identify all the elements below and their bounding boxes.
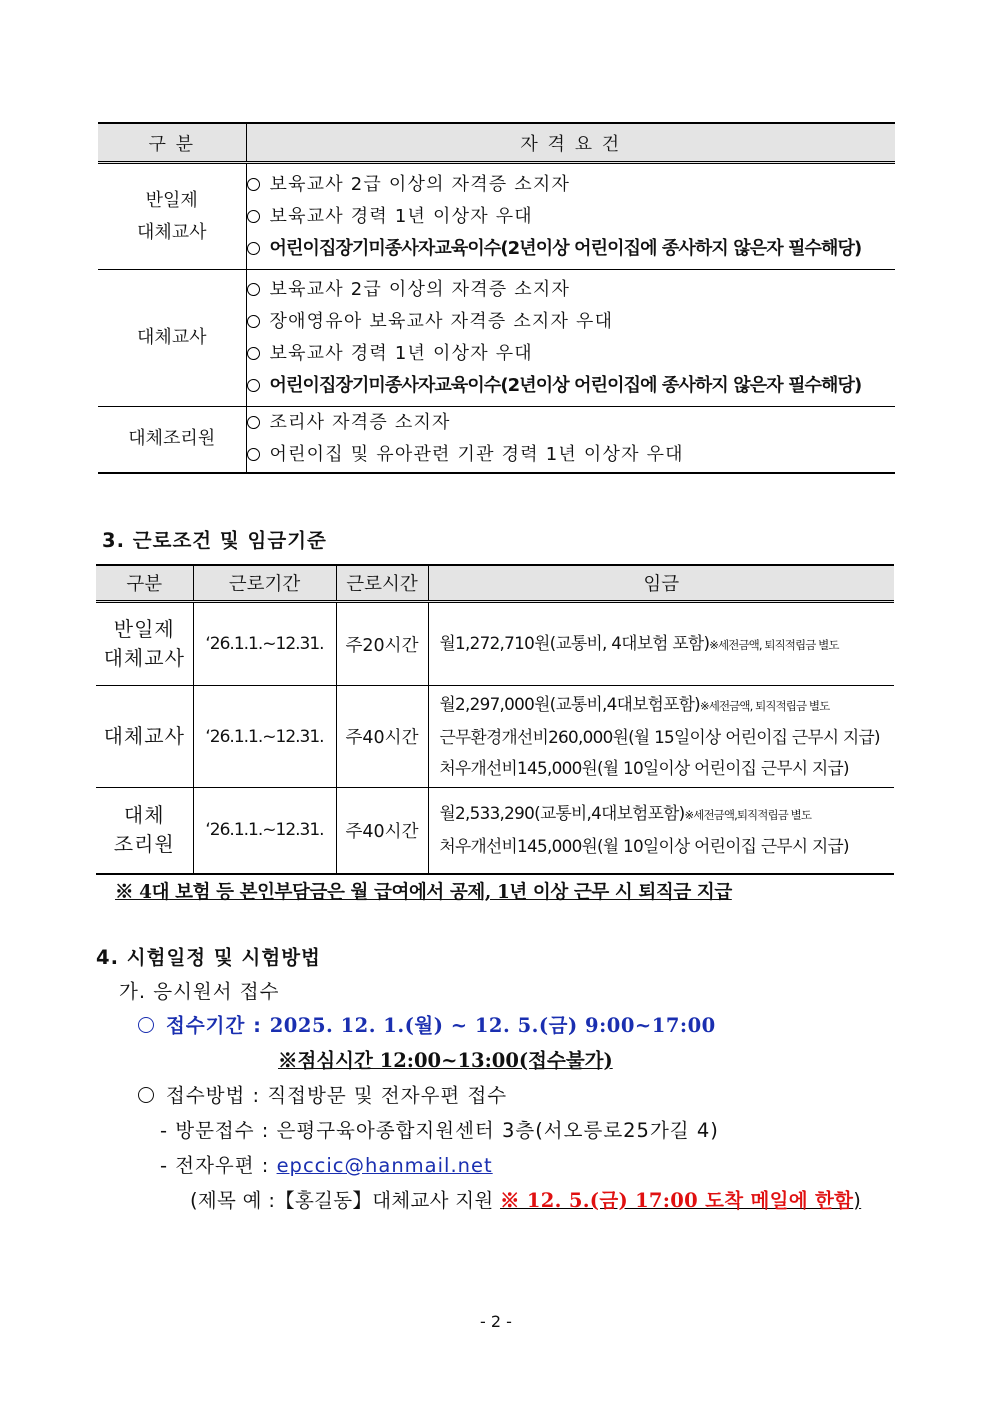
header-requirements: 자 격 요 건	[246, 123, 895, 163]
circle-bullet-icon	[247, 379, 260, 392]
requirement-item: 보육교사 경력 1년 이상자 우대	[247, 201, 896, 233]
lunch-time-note: ※점심시간 12:00~13:00(접수불가)	[278, 1049, 613, 1072]
requirement-list	[246, 407, 895, 473]
row-period: ‘26.1.1.~12.31.	[193, 788, 336, 874]
table-row	[98, 163, 895, 270]
requirement-item: 장애영유아 보육교사 자격증 소지자 우대	[247, 306, 896, 338]
table-row	[98, 407, 895, 473]
row-category: 대체교사	[96, 686, 193, 788]
section-3-title: 3. 근로조건 및 임금기준	[102, 529, 327, 552]
row-category: 반일제 대체교사	[96, 602, 193, 686]
email-link[interactable]: epccic@hanmail.net	[276, 1154, 493, 1177]
row-hours: 주40시간	[336, 686, 428, 788]
circle-bullet-icon	[138, 1087, 154, 1103]
circle-bullet-icon	[247, 242, 260, 255]
row-category: 대체 조리원	[96, 788, 193, 874]
row-period: ‘26.1.1.~12.31.	[193, 602, 336, 686]
circle-bullet-icon	[247, 448, 260, 461]
circle-bullet-icon	[247, 178, 260, 191]
sub-heading-application: 가. 응시원서 접수	[119, 980, 280, 1003]
row-wage: 월2,297,000원(교통비,4대보험포함)※세전금액, 퇴직적립금 별도 근무환경개선비260,000원(월 15일이상 어린이집 근무시 지급) 처우개선비145,000원(월 10일이상 어린이집 근무시 지급)	[428, 686, 894, 788]
header-hours: 근로시간	[336, 565, 428, 602]
application-period: 접수기간 : 2025. 12. 1.(월) ~ 12. 5.(금) 9:00~17:00	[138, 1010, 716, 1038]
visit-application: - 방문접수 : 은평구육아종합지원센터 3층(서오릉로25가길 4)	[160, 1119, 719, 1142]
requirement-item: 보육교사 2급 이상의 자격증 소지자	[247, 274, 896, 306]
row-category: 대체조리원	[98, 407, 246, 473]
circle-bullet-icon	[247, 283, 260, 296]
requirement-item: 어린이집 및 유아관련 기관 경력 1년 이상자 우대	[247, 439, 896, 471]
qualification-table	[98, 122, 895, 474]
table-row	[96, 602, 894, 686]
row-period: ‘26.1.1.~12.31.	[193, 686, 336, 788]
requirement-item: 어린이집장기미종사자교육이수(2년이상 어린이집에 종사하지 않은자 필수해당)	[247, 233, 896, 265]
email-application: - 전자우편 : epccic@hanmail.net	[160, 1154, 493, 1177]
wage-table	[96, 564, 894, 875]
table-row	[96, 686, 894, 788]
application-method: 접수방법 : 직접방문 및 전자우편 접수	[138, 1080, 507, 1108]
page-number: - 2 -	[480, 1312, 512, 1331]
row-hours: 주40시간	[336, 788, 428, 874]
row-category: 반일제 대체교사	[98, 163, 246, 270]
deduction-note: ※ 4대 보험 등 본인부담금은 월 급여에서 공제, 1년 이상 근무 시 퇴직금 지급	[115, 882, 732, 903]
row-wage: 월2,533,290(교통비,4대보험포함)※세전금액,퇴직적립금 별도 처우개선비145,000원(월 10일이상 어린이집 근무시 지급)	[428, 788, 894, 874]
header-wage: 임금	[428, 565, 894, 602]
requirement-item: 조리사 자격증 소지자	[247, 407, 896, 439]
requirement-list	[246, 163, 895, 270]
circle-bullet-icon	[247, 315, 260, 328]
wage-table-header	[96, 565, 894, 602]
header-category: 구 분	[98, 123, 246, 163]
requirement-item: 어린이집장기미종사자교육이수(2년이상 어린이집에 종사하지 않은자 필수해당)	[247, 370, 896, 402]
circle-bullet-icon	[247, 210, 260, 223]
deadline-note: ※ 12. 5.(금) 17:00 도착 메일에 한함	[500, 1189, 854, 1212]
section-4-title: 4. 시험일정 및 시험방법	[96, 946, 321, 969]
table-row	[96, 788, 894, 874]
row-wage: 월1,272,710원(교통비, 4대보험 포함)※세전금액, 퇴직적립금 별도	[428, 602, 894, 686]
row-hours: 주20시간	[336, 602, 428, 686]
circle-bullet-icon	[247, 416, 260, 429]
requirement-list	[246, 270, 895, 407]
table-row	[98, 270, 895, 407]
header-period: 근로기간	[193, 565, 336, 602]
qualification-table-header	[98, 123, 895, 163]
circle-bullet-icon	[247, 347, 260, 360]
requirement-item: 보육교사 2급 이상의 자격증 소지자	[247, 169, 896, 201]
header-category: 구분	[96, 565, 193, 602]
email-subject-example: (제목 예 :【홍길동】대체교사 지원 ※ 12. 5.(금) 17:00 도착 메일에 한함)	[190, 1189, 862, 1212]
row-category: 대체교사	[98, 270, 246, 407]
circle-bullet-icon	[138, 1017, 154, 1033]
requirement-item: 보육교사 경력 1년 이상자 우대	[247, 338, 896, 370]
